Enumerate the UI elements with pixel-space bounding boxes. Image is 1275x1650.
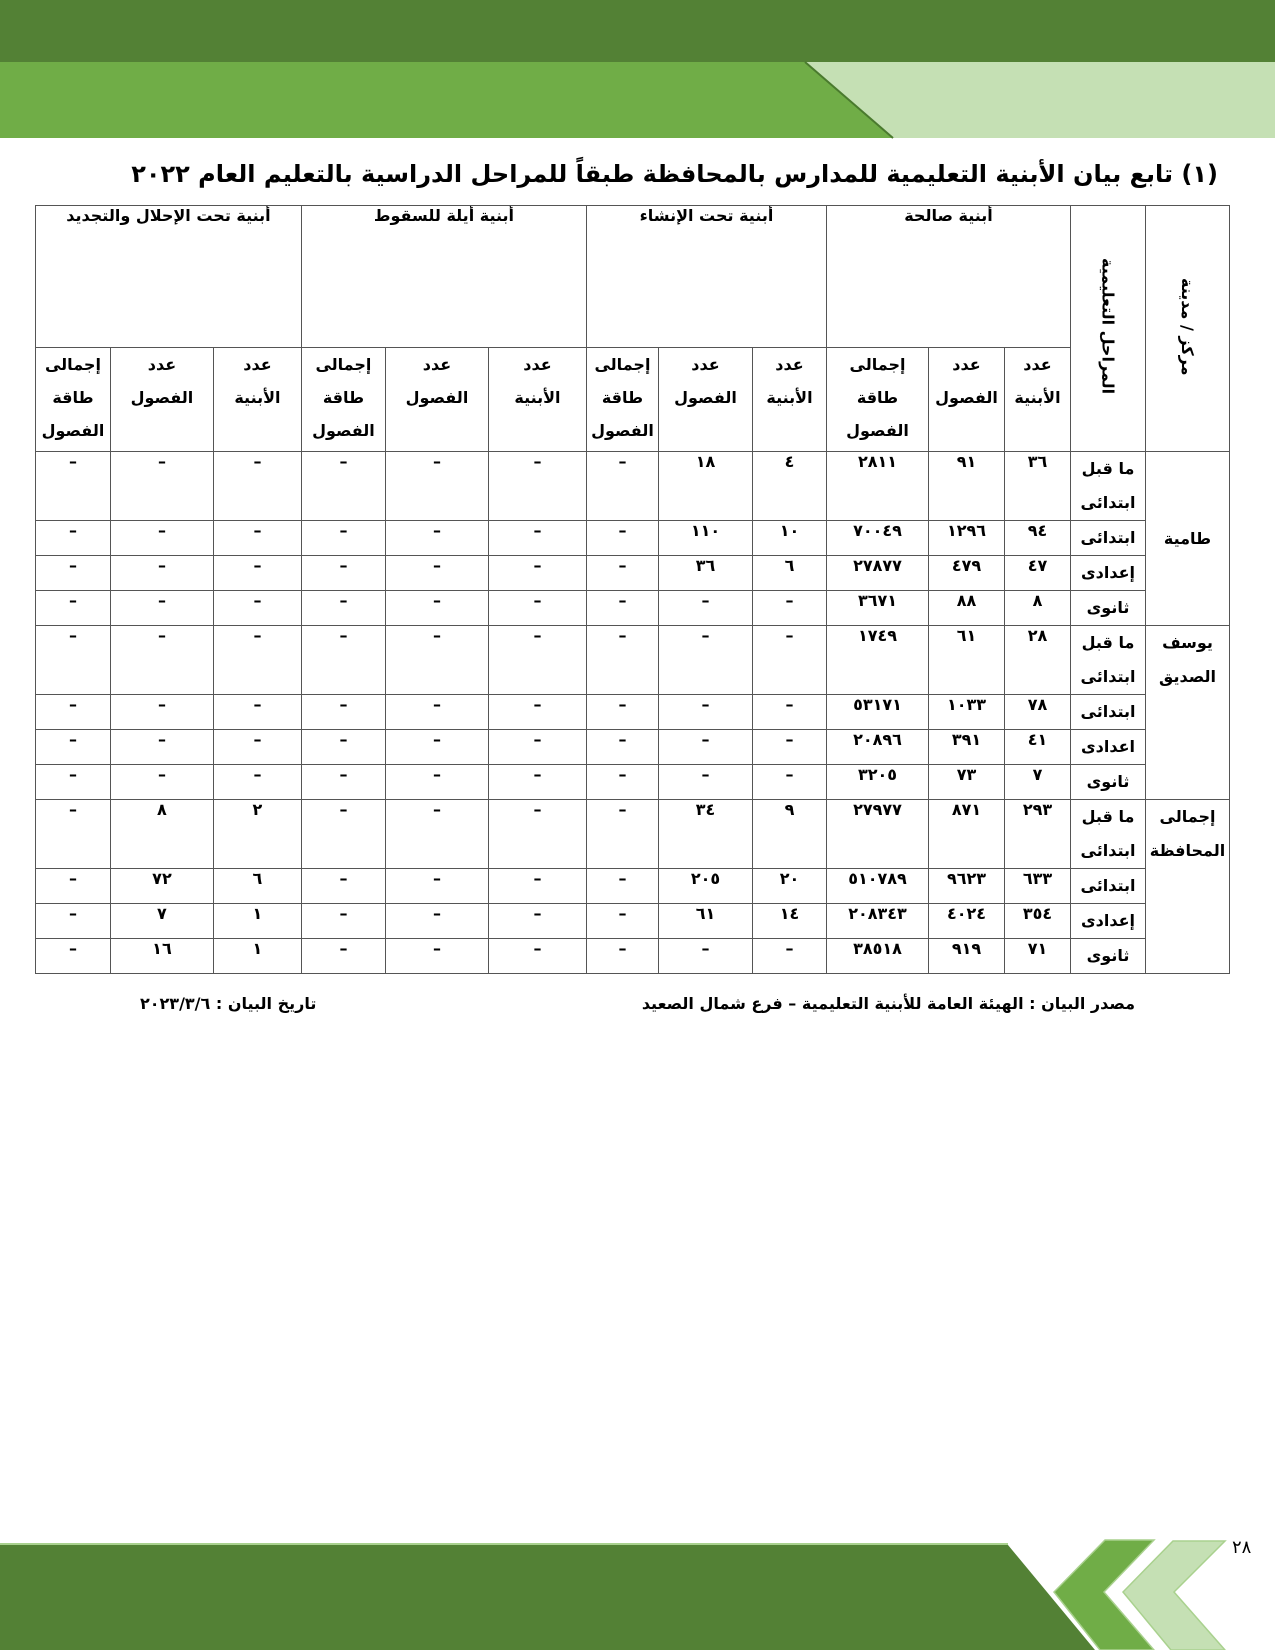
value-cell: ٦١ [929,626,1005,695]
value-cell: – [301,521,385,556]
value-cell: – [213,730,301,765]
value-cell: – [658,765,752,800]
value-cell: ٩١٩ [929,939,1005,974]
value-cell: ٣٦ [658,556,752,591]
subheader-capacity-line: طاقة [52,388,94,407]
bottom-banner [0,1530,1275,1650]
value-cell: – [36,556,111,591]
subheader-capacity-line: إجمالى [315,355,372,374]
group-header-under-construction: أبنية تحت الإنشاء [586,206,826,348]
value-cell: – [488,765,586,800]
table-row [36,695,1230,730]
value-cell: ١١٠ [658,521,752,556]
value-cell: – [36,939,111,974]
value-cell: – [301,869,385,904]
value-cell: – [658,695,752,730]
value-cell: – [658,939,752,974]
subheader-classes-line: عدد [422,355,452,374]
city-column-header: مركز / مدينة [1146,206,1230,452]
stage-label: ما قبل [1081,633,1135,652]
value-cell: ١٨ [658,452,752,521]
value-cell: – [385,869,488,904]
stage-label: ثانوى [1086,946,1130,965]
value-cell: – [385,591,488,626]
subheader-capacity-line: الفصول [846,421,909,440]
subheader-capacity [301,348,385,452]
value-cell: ٥١٠٧٨٩ [826,869,928,904]
subheader-capacity-line: الفصول [41,421,105,440]
value-cell: – [36,695,111,730]
subheader-buildings-line: الأبنية [514,388,561,407]
value-cell: – [586,730,658,765]
value-cell: – [110,521,213,556]
value-cell: – [385,695,488,730]
stage-cell [1071,939,1146,974]
value-cell: – [213,626,301,695]
value-cell: – [213,452,301,521]
school-buildings-table [35,205,1230,974]
subheader-capacity-line: طاقة [856,388,899,407]
data-source-note: مصدر البيان : الهيئة العامة للأبنية التعليمية – فرع شمال الصعيد [641,994,1135,1013]
value-cell: – [385,765,488,800]
subheader-classes-line: عدد [952,355,981,374]
value-cell: – [752,591,826,626]
subheader-capacity [826,348,928,452]
subheader-classes-line: الفصول [405,388,469,407]
subheader-capacity-line: إجمالى [849,355,906,374]
value-cell: – [488,452,586,521]
stage-cell [1071,765,1146,800]
value-cell: – [488,869,586,904]
subheader-buildings-line: عدد [523,355,552,374]
value-cell: – [385,452,488,521]
value-cell: – [301,626,385,695]
value-cell: – [586,695,658,730]
value-cell: ١٧٤٩ [826,626,928,695]
value-cell: – [658,591,752,626]
value-cell: – [110,695,213,730]
table-row [36,869,1230,904]
subheader-capacity-line: الفصول [312,421,375,440]
value-cell: – [110,556,213,591]
value-cell: – [110,765,213,800]
subheader-classes-line: الفصول [130,388,194,407]
table-row [36,765,1230,800]
group-header-collapsing: أبنية أيلة للسقوط [301,206,586,348]
value-cell: ١ [213,904,301,939]
value-cell: – [385,904,488,939]
value-cell: ٦ [752,556,826,591]
value-cell: ٩٦٢٣ [929,869,1005,904]
value-cell: – [36,869,111,904]
value-cell: ٧٠٠٤٩ [826,521,928,556]
city-cell [1146,626,1230,800]
value-cell: ٥٣١٧١ [826,695,928,730]
value-cell: – [658,626,752,695]
value-cell: ٦١ [658,904,752,939]
value-cell: ٨ [110,800,213,869]
subheader-capacity [36,348,111,452]
value-cell: ٢٨١١ [826,452,928,521]
table-row [36,452,1230,521]
value-cell: ٧ [1005,765,1071,800]
value-cell: ١ [213,939,301,974]
value-cell: ٧١ [1005,939,1071,974]
top-banner-mid-band [0,62,893,138]
value-cell: ٣٤ [658,800,752,869]
stage-cell [1071,591,1146,626]
value-cell: ٢٨ [1005,626,1071,695]
stage-cell [1071,556,1146,591]
page-title: (١) تابع بيان الأبنية التعليمية للمدارس بالمحافظة طبقاً للمراحل الدراسية بالتعليم العام ٢٠٢٢ [131,160,1218,188]
stage-label: ابتدائى [1080,493,1136,512]
value-cell: ٣٨٥١٨ [826,939,928,974]
value-cell: ٣٥٤ [1005,904,1071,939]
subheader-classes-line: عدد [691,355,720,374]
table-row [36,904,1230,939]
value-cell: – [752,939,826,974]
value-cell: – [385,521,488,556]
value-cell: – [586,556,658,591]
value-cell: ٢٧٩٧٧ [826,800,928,869]
group-header-replacement: أبنية تحت الإحلال والتجديد [36,206,302,348]
page-number: ٢٨ [1232,1537,1252,1558]
city-name: إجمالى [1159,807,1216,826]
value-cell: – [301,904,385,939]
value-cell: – [385,800,488,869]
subheader-capacity-line: إجمالى [44,355,101,374]
stage-cell [1071,904,1146,939]
stage-label: ابتدائى [1080,528,1136,547]
table-row [36,556,1230,591]
value-cell: ١٠٣٣ [929,695,1005,730]
value-cell: ٦ [213,869,301,904]
value-cell: ٣٩١ [929,730,1005,765]
value-cell: – [36,730,111,765]
subheader-classes [929,348,1005,452]
value-cell: – [488,521,586,556]
table-row [36,626,1230,695]
group-header-valid: أبنية صالحة [826,206,1070,348]
stage-cell [1071,869,1146,904]
value-cell: ٨ [1005,591,1071,626]
value-cell: – [488,626,586,695]
value-cell: ٢٠٨٣٤٣ [826,904,928,939]
value-cell: – [586,452,658,521]
table-row [36,800,1230,869]
value-cell: ١٦ [110,939,213,974]
value-cell: ٤ [752,452,826,521]
value-cell: – [110,626,213,695]
city-name: طامية [1163,528,1212,548]
value-cell: ٦٣٣ [1005,869,1071,904]
table-row [36,521,1230,556]
city-cell [1146,800,1230,974]
value-cell: ٣٢٠٥ [826,765,928,800]
subheader-buildings [213,348,301,452]
table-row [36,939,1230,974]
value-cell: – [36,800,111,869]
stage-label: ما قبل [1081,807,1135,826]
subheader-classes [658,348,752,452]
table-row [36,591,1230,626]
value-cell: – [752,765,826,800]
subheader-classes-line: الفصول [674,388,737,407]
value-cell: – [488,730,586,765]
subheader-classes [385,348,488,452]
value-cell: – [301,556,385,591]
value-cell: – [488,556,586,591]
subheader-buildings-line: الأبنية [1014,388,1061,407]
subheader-buildings [752,348,826,452]
value-cell: ٢٠٥ [658,869,752,904]
value-cell: ٢ [213,800,301,869]
subheader-classes-line: الفصول [935,388,998,407]
value-cell: ٧٣ [929,765,1005,800]
bottom-banner-dark-band [0,1545,1095,1650]
subheader-buildings [1005,348,1071,452]
value-cell: – [385,626,488,695]
value-cell: ٤٧٩ [929,556,1005,591]
subheader-buildings-line: الأبنية [234,388,281,407]
value-cell: – [586,626,658,695]
value-cell: – [36,765,111,800]
value-cell: – [301,452,385,521]
subheader-capacity-line: طاقة [322,388,365,407]
value-cell: – [488,939,586,974]
value-cell: ٣٦٧١ [826,591,928,626]
value-cell: – [110,591,213,626]
city-name: يوسف [1162,633,1213,652]
header-row-groups [36,206,1230,348]
value-cell: – [301,800,385,869]
value-cell: – [752,730,826,765]
value-cell: – [110,730,213,765]
stage-cell [1071,452,1146,521]
value-cell: ٤١ [1005,730,1071,765]
table-row [36,730,1230,765]
city-cell [1146,452,1230,626]
value-cell: – [488,800,586,869]
value-cell: ٤٧ [1005,556,1071,591]
subheader-capacity-line: الفصول [591,421,654,440]
value-cell: – [488,591,586,626]
value-cell: – [385,939,488,974]
value-cell: – [36,591,111,626]
value-cell: – [488,904,586,939]
value-cell: ٧ [110,904,213,939]
stage-column-header: المراحل التعليمية [1071,206,1146,452]
stage-cell [1071,730,1146,765]
top-banner-dark-band [0,0,1275,62]
value-cell: ١٤ [752,904,826,939]
value-cell: – [36,904,111,939]
value-cell: ٢٠ [752,869,826,904]
value-cell: ٢٠٨٩٦ [826,730,928,765]
stage-label: إعدادى [1080,911,1135,930]
value-cell: – [213,765,301,800]
value-cell: – [301,591,385,626]
stage-label: ما قبل [1081,459,1135,478]
value-cell: – [586,521,658,556]
value-cell: – [658,730,752,765]
data-date-note: تاريخ البيان : ٢٠٢٣/٣/٦ [140,994,317,1013]
value-cell: – [752,695,826,730]
value-cell: – [213,556,301,591]
stage-cell [1071,521,1146,556]
value-cell: ٩٤ [1005,521,1071,556]
subheader-capacity-line: طاقة [601,388,644,407]
value-cell: ٩ [752,800,826,869]
value-cell: ٢٩٣ [1005,800,1071,869]
stage-label: ابتدائى [1080,702,1136,721]
value-cell: – [301,695,385,730]
subheader-buildings-line: عدد [775,355,804,374]
value-cell: – [385,556,488,591]
subheader-buildings-line: عدد [1023,355,1052,374]
subheader-classes-line: عدد [147,355,177,374]
value-cell: ٧٨ [1005,695,1071,730]
stage-cell [1071,626,1146,695]
value-cell: – [586,591,658,626]
value-cell: ٧٢ [110,869,213,904]
subheader-buildings-line: عدد [243,355,272,374]
value-cell: – [301,730,385,765]
stage-label: اعدادى [1080,737,1135,756]
stage-label: ابتدائى [1080,667,1136,686]
value-cell: – [110,452,213,521]
stage-label: ابتدائى [1080,841,1136,860]
value-cell: – [36,521,111,556]
value-cell: – [301,765,385,800]
subheader-buildings-line: الأبنية [766,388,813,407]
value-cell: – [301,939,385,974]
value-cell: – [385,730,488,765]
city-name: الصديق [1159,667,1216,686]
stage-label: ابتدائى [1080,876,1136,895]
value-cell: – [586,800,658,869]
stage-cell [1071,695,1146,730]
stage-label: إعدادى [1080,563,1135,582]
value-cell: ٣٦ [1005,452,1071,521]
header-row-sub [36,348,1230,452]
value-cell: ١٠ [752,521,826,556]
value-cell: ١٢٩٦ [929,521,1005,556]
city-name: المحافظة [1149,841,1226,860]
value-cell: – [36,626,111,695]
value-cell: – [488,695,586,730]
value-cell: – [752,626,826,695]
value-cell: ٨٨ [929,591,1005,626]
stage-cell [1071,800,1146,869]
value-cell: ٢٧٨٧٧ [826,556,928,591]
value-cell: – [586,904,658,939]
subheader-capacity [586,348,658,452]
value-cell: ٩١ [929,452,1005,521]
value-cell: – [213,521,301,556]
stage-label: ثانوى [1086,598,1130,617]
value-cell: – [586,869,658,904]
value-cell: ٤٠٢٤ [929,904,1005,939]
top-banner [0,0,1275,140]
value-cell: ٨٧١ [929,800,1005,869]
value-cell: – [213,695,301,730]
subheader-classes [110,348,213,452]
stage-label: ثانوى [1086,772,1130,791]
value-cell: – [36,452,111,521]
subheader-capacity-line: إجمالى [594,355,651,374]
subheader-buildings [488,348,586,452]
value-cell: – [586,765,658,800]
value-cell: – [586,939,658,974]
value-cell: – [213,591,301,626]
